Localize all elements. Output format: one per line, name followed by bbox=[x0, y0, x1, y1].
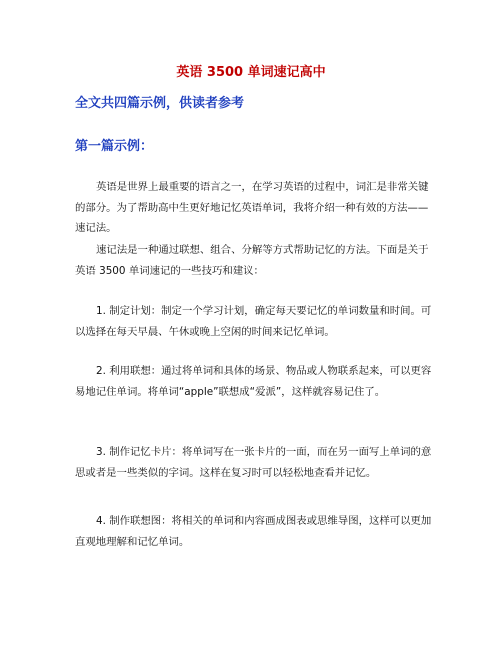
paragraph-tip-4: 4. 制作联想图：将相关的单词和内容画成图表或思维导图，这样可以更加直观地理解和记忆单词。 bbox=[75, 515, 432, 548]
paragraph-tip-2: 2. 利用联想：通过将单词和具体的场景、物品或人物联系起来，可以更容易地记住单词。将单词“apple”联想成“爱派”，这样就容易记住了。 bbox=[75, 365, 432, 398]
paragraph-tip-1: 1. 制定计划：制定一个学习计划，确定每天要记忆的单词数量和时间。可以选择在每天早晨、午休或晚上空闲的时间来记忆单词。 bbox=[75, 305, 432, 338]
document-subtitle: 全文共四篇示例，供读者参考 bbox=[75, 96, 245, 111]
paragraph-method: 速记法是一种通过联想、组合、分解等方式帮助记忆的方法。下面是关于英语 3500 单词速记的一些技巧和建议： bbox=[75, 244, 429, 277]
section-heading: 第一篇示例： bbox=[75, 139, 154, 154]
paragraph-tip-3: 3. 制作记忆卡片：将单词写在一张卡片的一面，而在另一面写上单词的意思或者是一些类似的字词。这样在复习时可以轻松地查看并记忆。 bbox=[75, 446, 432, 479]
paragraph-intro: 英语是世界上最重要的语言之一，在学习英语的过程中，词汇是非常关键的部分。为了帮助高中生更好地记忆英语单词，我将介绍一种有效的方法——速记法。 bbox=[75, 181, 429, 234]
document-title: 英语 3500 单词速记高中 bbox=[176, 65, 326, 80]
